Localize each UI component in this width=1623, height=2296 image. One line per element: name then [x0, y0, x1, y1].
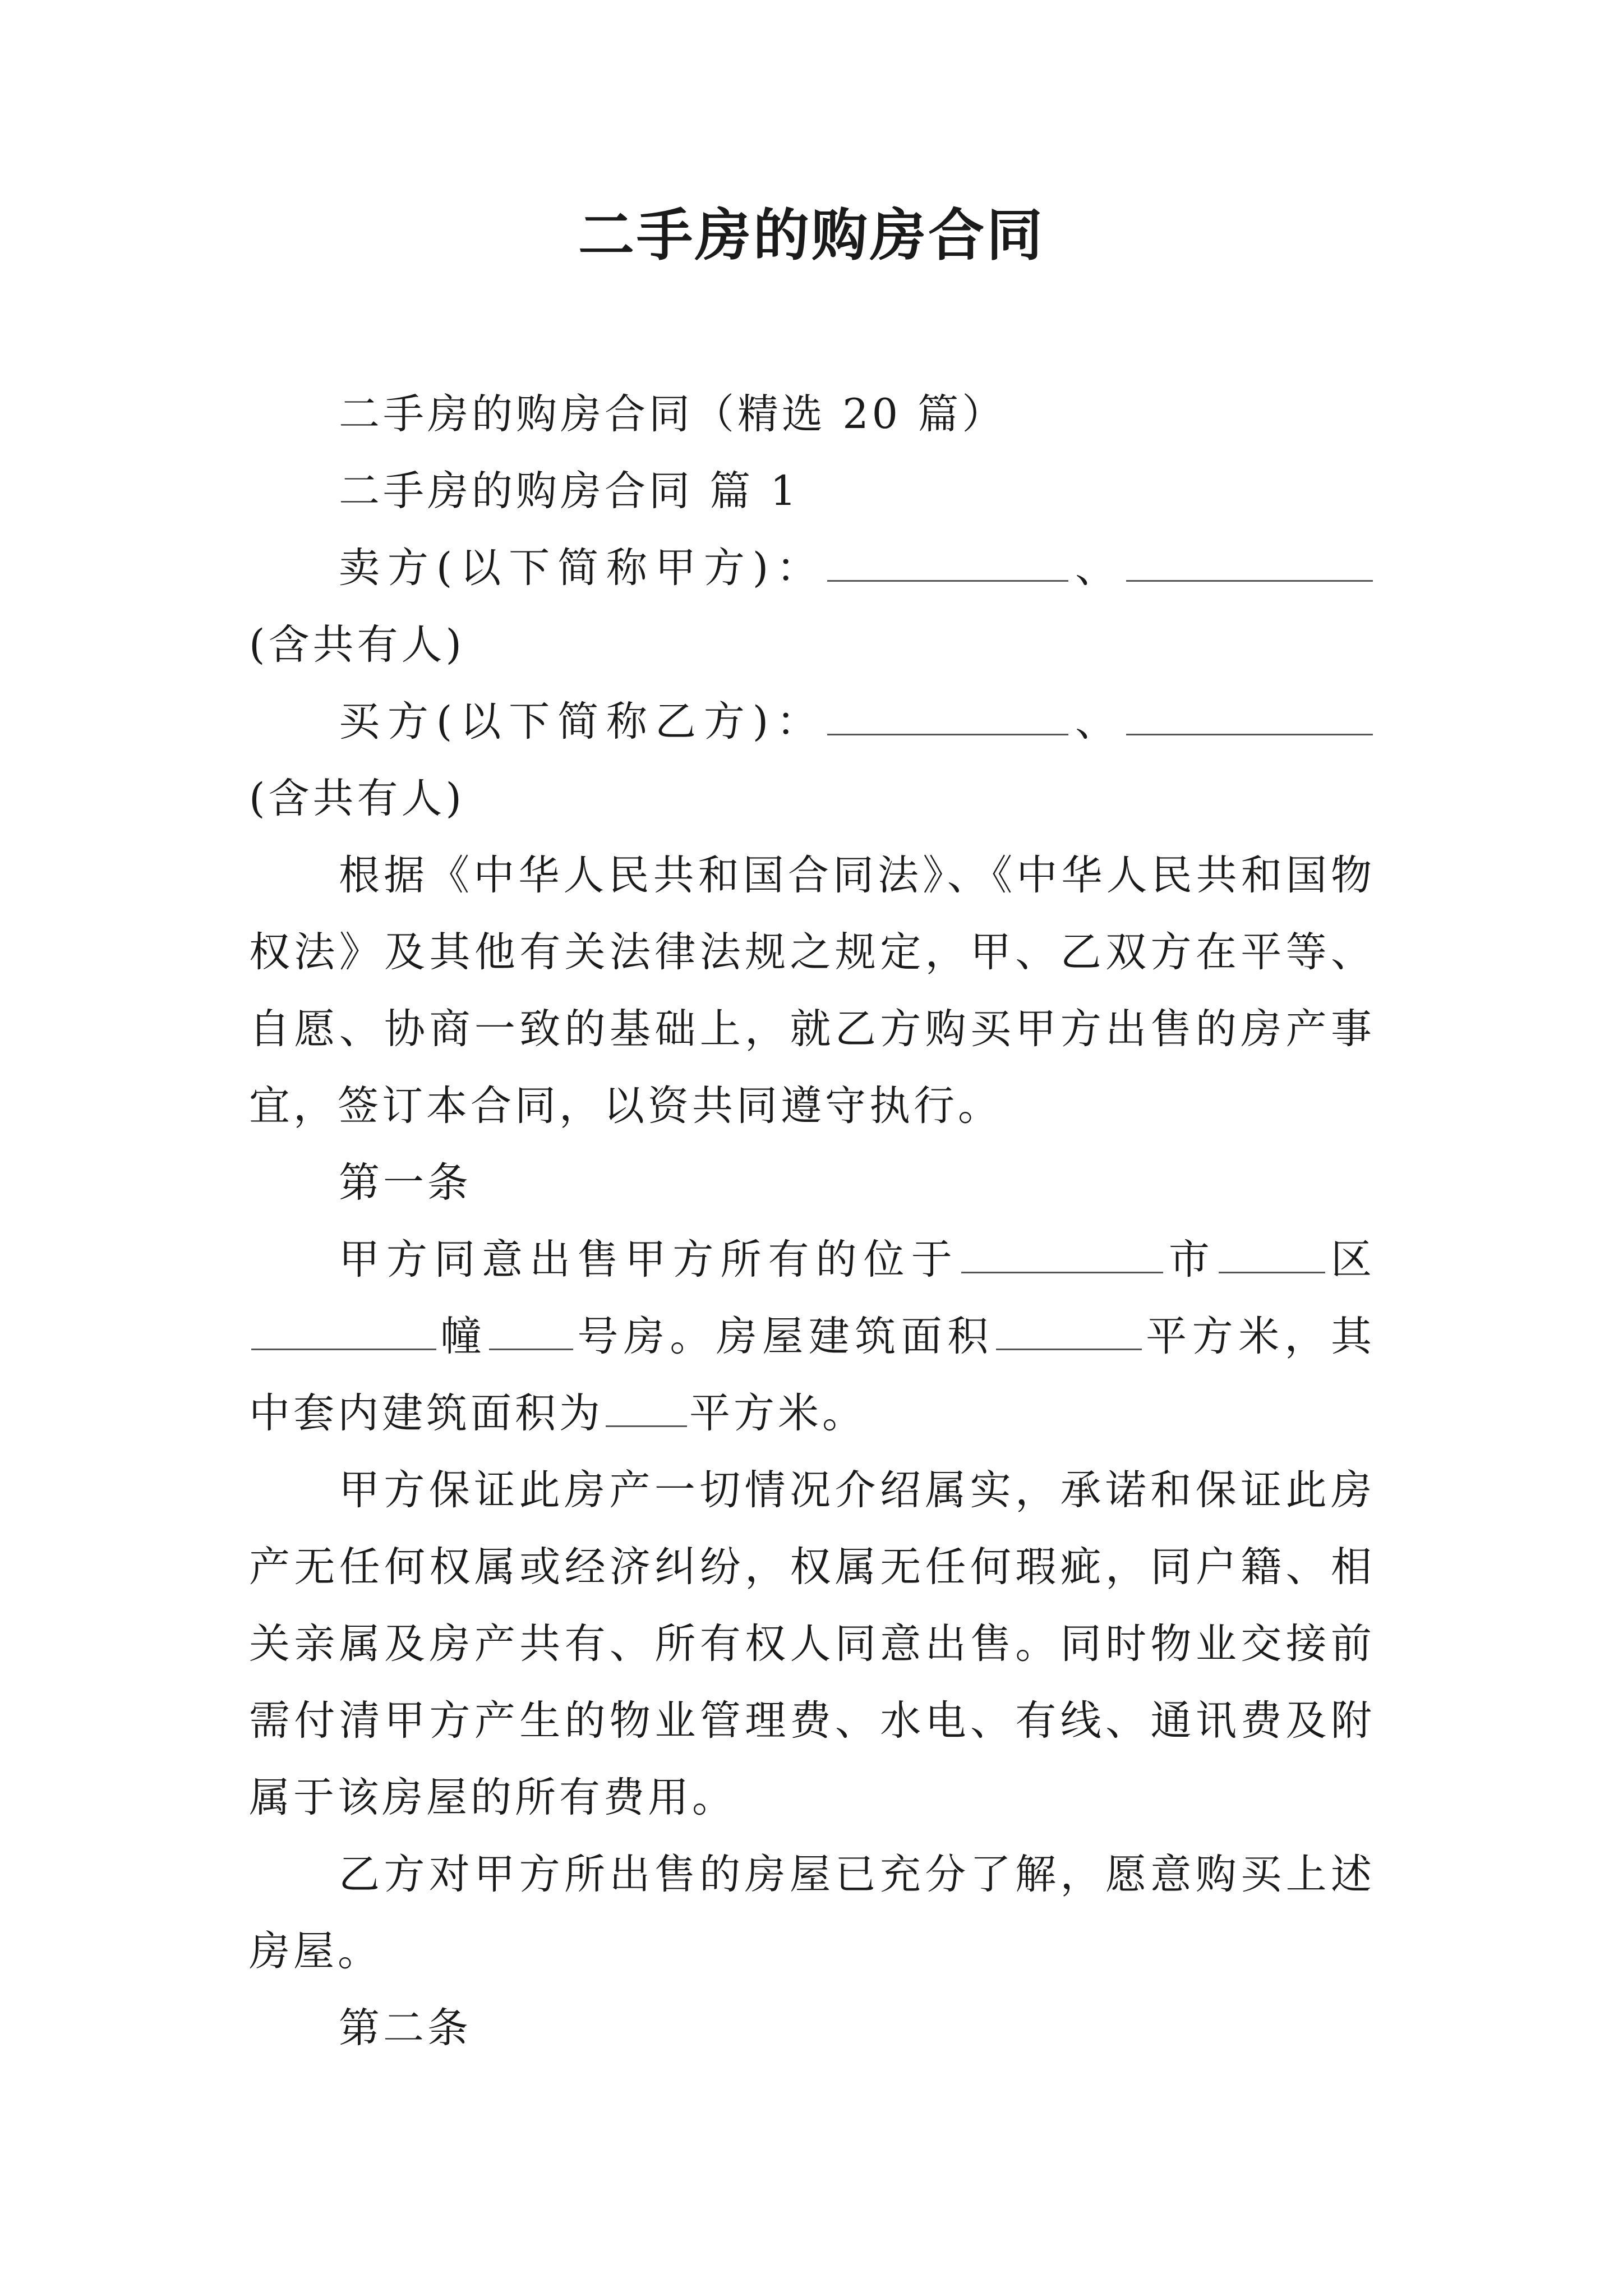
- location-building: 幢: [439, 1313, 487, 1360]
- buyer-blank-1: [827, 695, 1068, 735]
- seller-suffix: (含共有人): [249, 621, 465, 669]
- buyer-separator: 、: [1071, 698, 1124, 746]
- subtitle: 二手房的购房合同（精选 20 篇）: [339, 390, 1007, 438]
- seller-separator: 、: [1071, 544, 1124, 592]
- seller-blank-1: [827, 541, 1068, 582]
- location-part1: 甲方同意出售甲方所有的位于: [339, 1236, 959, 1283]
- city-blank: [961, 1233, 1163, 1273]
- location-room: 号房。房屋建筑面积: [575, 1313, 994, 1360]
- district-blank: [1219, 1233, 1325, 1273]
- buyer-label: 买方(以下简称乙方)：: [339, 698, 826, 746]
- area-blank: [996, 1310, 1142, 1350]
- article-1-location: [249, 1221, 1375, 1452]
- location-area-unit: 平方米，其中套内建筑面积为: [249, 1313, 1376, 1437]
- article-1-buyer-ack: 乙方对甲方所出售的房屋已充分了解，愿意购买上述房屋。: [249, 1851, 1375, 1975]
- page-title: 二手房的购房合同: [578, 203, 1045, 268]
- section-heading: 二手房的购房合同 篇 1: [339, 467, 800, 515]
- room-blank: [489, 1310, 573, 1350]
- location-city: 市: [1165, 1236, 1216, 1283]
- location-end: 平方米。: [689, 1389, 866, 1437]
- document-body: [249, 376, 1375, 2067]
- seller-line: [249, 530, 1375, 683]
- buyer-line: [249, 683, 1375, 837]
- buyer-blank-2: [1126, 695, 1373, 735]
- article-2-heading: 第二条: [339, 2004, 472, 2052]
- preamble: 根据《中华人民共和国合同法》、《中华人民共和国物权法》及其他有关法律法规之规定，甲、乙双方在平等、自愿、协商一致的基础上，就乙方购买甲方出售的房产事宜，签订本合同，以资共同遵守执行。: [249, 852, 1375, 1130]
- location-district: 区: [1327, 1236, 1375, 1283]
- street-blank: [251, 1310, 436, 1350]
- seller-blank-2: [1126, 541, 1373, 582]
- inner-area-blank: [606, 1387, 687, 1427]
- article-1-guarantee: 甲方保证此房产一切情况介绍属实，承诺和保证此房产无任何权属或经济纠纷，权属无任何瑕疵，同户籍、相关亲属及房产共有、所有权人同意出售。同时物业交接前需付清甲方产生的物业管理费、水电、有线、通讯费及附属于该房屋的所有费用。: [249, 1466, 1375, 1821]
- seller-label: 卖方(以下简称甲方)：: [339, 544, 826, 592]
- article-1-heading: 第一条: [339, 1159, 472, 1207]
- buyer-suffix: (含共有人): [249, 775, 465, 822]
